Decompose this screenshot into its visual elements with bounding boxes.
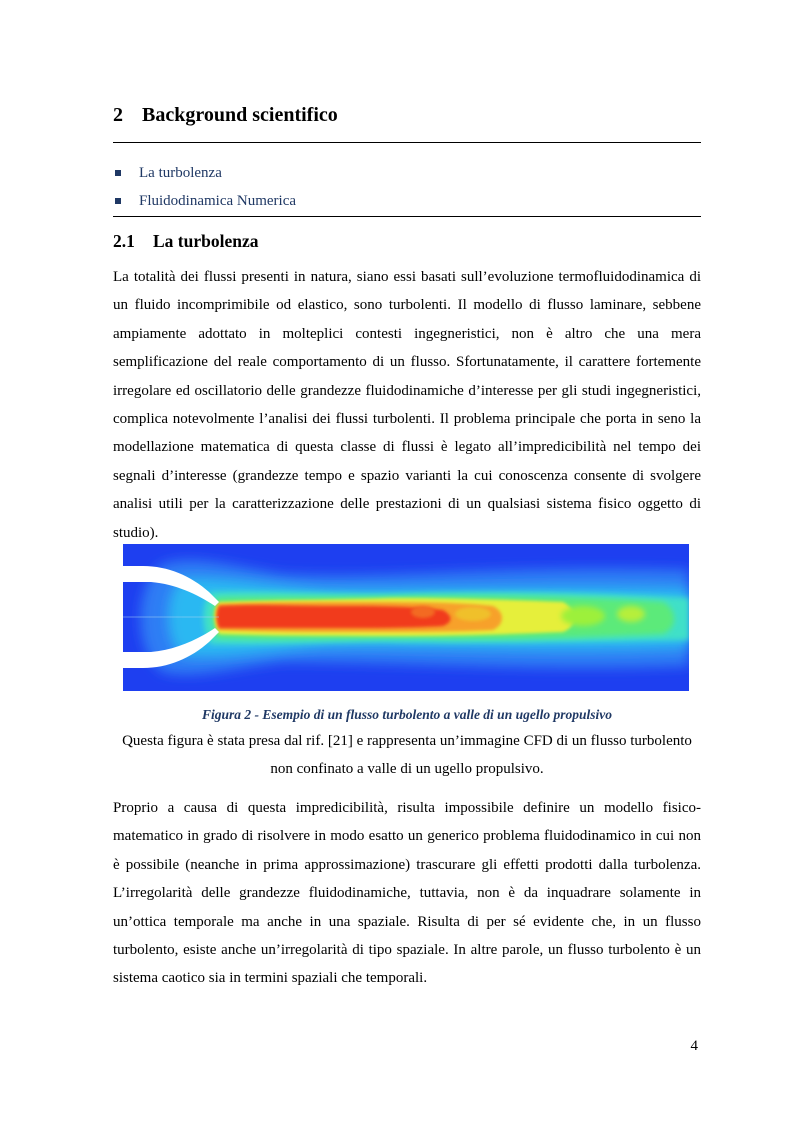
top-rule: [113, 142, 701, 143]
figure-caption: Figura 2 - Esempio di un flusso turbolento a valle di un ugello propulsivo: [202, 707, 612, 722]
chapter-title-text: Background scientifico: [142, 104, 338, 126]
section-toc: [113, 159, 296, 215]
square-bullet-icon: [115, 170, 121, 176]
cfd-figure: [123, 544, 689, 691]
section-title-text: La turbolenza: [153, 231, 259, 251]
toc-item-label: Fluidodinamica Numerica: [139, 192, 297, 209]
figure-note: Questa figura è stata presa dal rif. [21] e rappresenta un’immagine CFD di un flusso turbolento non confinato a valle di un ugello propulsivo.: [122, 733, 692, 778]
bottom-rule: [113, 216, 701, 217]
cfd-jet-image: [123, 544, 689, 691]
section-number: 2.1: [113, 231, 135, 251]
page-number: 4: [690, 1038, 698, 1054]
chapter-title: [113, 104, 338, 127]
section-title: [113, 231, 259, 252]
chapter-number: 2: [113, 104, 123, 126]
toc-item-fluidodinamica-numerica[interactable]: [113, 187, 296, 215]
toc-item-la-turbolenza[interactable]: [113, 159, 296, 187]
paragraph-intro: La totalità dei flussi presenti in natura, siano essi basati sull’evoluzione termofluidodinamica di un fluido incomprimibile od elastico, sono turbolenti. Il modello di flusso laminare, sebbene ampiamente adottato in molteplici contesti ingegneristici, non è altro che una mera semplificazione del reale comportamento di un flusso. Sfortunatamente, il carattere fortemente irregolare ed oscillatorio delle grandezze fluidodinamiche d’interesse per gli studi ingegneristici, complica notevolmente l’analisi dei flussi turbolenti. Il problema principale che porta in seno la modellazione matematica di questa classe di flussi è legato all’impredicibilità nel tempo dei segnali d’interesse (grandezze tempo e spazio varianti la cui conoscenza consente di svolgere analisi utili per la caratterizzazione delle prestazioni di un qualsiasi sistema fisico oggetto di studio).: [113, 269, 701, 541]
toc-item-label: La turbolenza: [139, 164, 222, 181]
square-bullet-icon: [115, 198, 121, 204]
paragraph-second: Proprio a causa di questa impredicibilità, risulta impossibile definire un modello fisico-matematico in grado di risolvere in modo esatto un generico problema fluidodinamico in cui non è possibile (neanche in prima approssimazione) trascurare gli effetti prodotti dalla turbolenza. L’irregolarità delle grandezze fluidodinamiche, tuttavia, non è da inquadrare solamente in un’ottica temporale ma anche in una spaziale. Risulta di per sé evidente che, in un flusso turbolento, esiste anche un’irregolarità di tipo spaziale. In altre parole, un flusso turbolento è un sistema caotico sia in termini spaziali che temporali.: [113, 800, 701, 987]
